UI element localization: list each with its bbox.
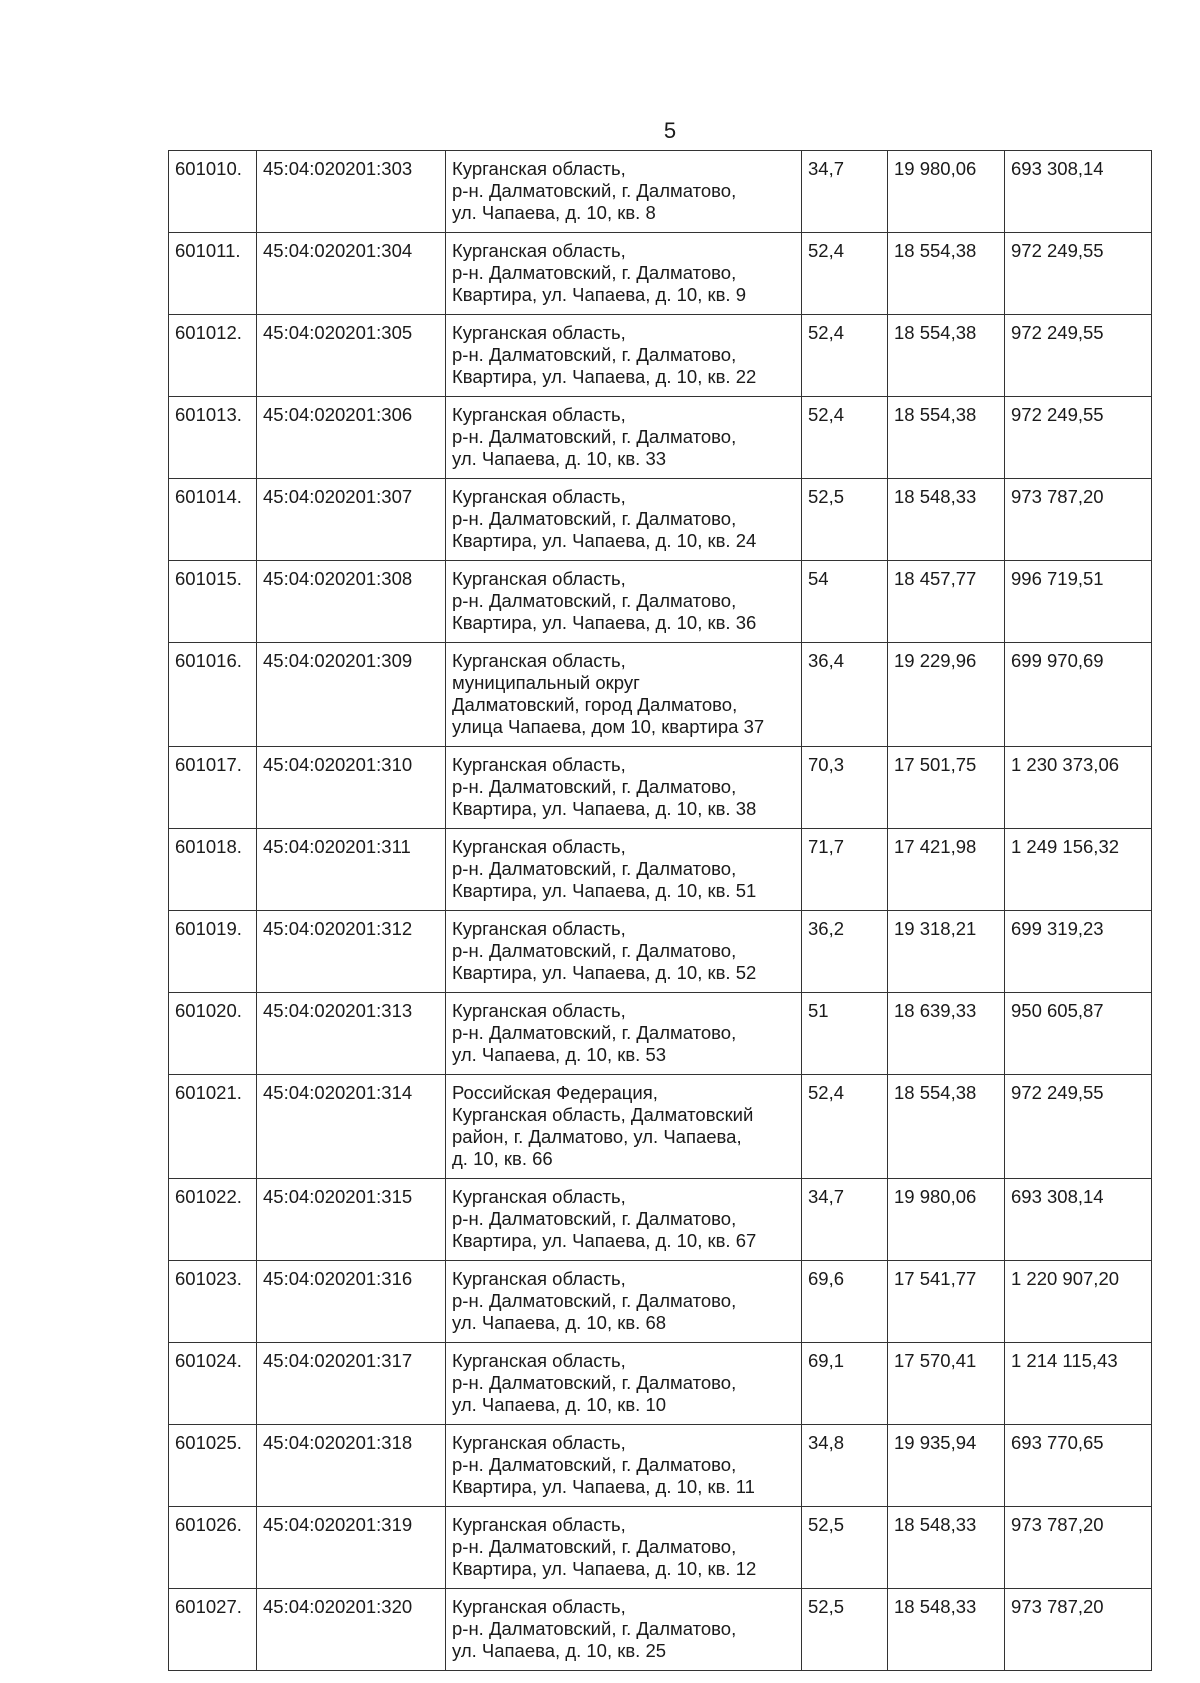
address-line: р-н. Далматовский, г. Далматово, — [452, 1208, 737, 1229]
address-cell — [446, 1075, 802, 1179]
unit-value-cell: 18 554,38 — [888, 1075, 1005, 1179]
cadastral-value-cell: 1 220 907,20 — [1005, 1261, 1152, 1343]
cadastral-value-cell: 699 319,23 — [1005, 911, 1152, 993]
address-line: Курганская область, — [452, 568, 626, 589]
area-cell: 69,6 — [802, 1261, 888, 1343]
row-number-cell: 601024. — [169, 1343, 257, 1425]
row-number-cell: 601020. — [169, 993, 257, 1075]
cadastral-value-cell: 973 787,20 — [1005, 1589, 1152, 1671]
address-line: Квартира, ул. Чапаева, д. 10, кв. 38 — [452, 798, 757, 819]
address-line: ул. Чапаева, д. 10, кв. 33 — [452, 448, 667, 469]
table-row — [169, 1075, 1152, 1179]
address-line: Курганская область, — [452, 404, 626, 425]
address-cell — [446, 1261, 802, 1343]
cadastral-value-cell: 973 787,20 — [1005, 1507, 1152, 1589]
address-cell — [446, 1343, 802, 1425]
address-cell — [446, 479, 802, 561]
address-line: р-н. Далматовский, г. Далматово, — [452, 508, 737, 529]
address-cell — [446, 397, 802, 479]
address-cell — [446, 1425, 802, 1507]
cadastral-value-cell: 972 249,55 — [1005, 397, 1152, 479]
row-number-cell: 601012. — [169, 315, 257, 397]
area-cell: 36,2 — [802, 911, 888, 993]
row-number-cell: 601023. — [169, 1261, 257, 1343]
cadastral-number-cell: 45:04:020201:320 — [257, 1589, 446, 1671]
address-line: Российская Федерация, — [452, 1082, 658, 1103]
page-number: 5 — [663, 118, 677, 143]
unit-value-cell: 18 554,38 — [888, 315, 1005, 397]
cadastral-number-cell: 45:04:020201:317 — [257, 1343, 446, 1425]
address-line: р-н. Далматовский, г. Далматово, — [452, 1290, 737, 1311]
address-line: ул. Чапаева, д. 10, кв. 8 — [452, 202, 656, 223]
cadastral-number-cell: 45:04:020201:306 — [257, 397, 446, 479]
address-line: Курганская область, Далматовский — [452, 1104, 754, 1125]
area-cell: 51 — [802, 993, 888, 1075]
table-row — [169, 315, 1152, 397]
table-row — [169, 747, 1152, 829]
table-row — [169, 1179, 1152, 1261]
unit-value-cell: 19 229,96 — [888, 643, 1005, 747]
area-cell: 34,7 — [802, 151, 888, 233]
table-row — [169, 993, 1152, 1075]
address-line: Квартира, ул. Чапаева, д. 10, кв. 11 — [452, 1476, 755, 1497]
address-line: Курганская область, — [452, 918, 626, 939]
unit-value-cell: 18 548,33 — [888, 1589, 1005, 1671]
address-line: Курганская область, — [452, 1186, 626, 1207]
table-row — [169, 1507, 1152, 1589]
address-line: Курганская область, — [452, 1432, 626, 1453]
area-cell: 52,4 — [802, 1075, 888, 1179]
table-row — [169, 479, 1152, 561]
area-cell: 52,5 — [802, 1589, 888, 1671]
cadastral-value-cell: 693 770,65 — [1005, 1425, 1152, 1507]
address-cell — [446, 1179, 802, 1261]
address-line: Квартира, ул. Чапаева, д. 10, кв. 9 — [452, 284, 746, 305]
cadastral-number-cell: 45:04:020201:311 — [257, 829, 446, 911]
address-cell — [446, 911, 802, 993]
address-line: ул. Чапаева, д. 10, кв. 25 — [452, 1640, 667, 1661]
address-line: Квартира, ул. Чапаева, д. 10, кв. 51 — [452, 880, 757, 901]
area-cell: 34,7 — [802, 1179, 888, 1261]
address-line: р-н. Далматовский, г. Далматово, — [452, 590, 737, 611]
address-line: р-н. Далматовский, г. Далматово, — [452, 180, 737, 201]
area-cell: 36,4 — [802, 643, 888, 747]
address-line: муниципальный округ — [452, 672, 640, 693]
registry-table-body — [169, 151, 1152, 1671]
address-line: р-н. Далматовский, г. Далматово, — [452, 1454, 737, 1475]
address-line: Курганская область, — [452, 754, 626, 775]
cadastral-number-cell: 45:04:020201:304 — [257, 233, 446, 315]
unit-value-cell: 19 318,21 — [888, 911, 1005, 993]
cadastral-number-cell: 45:04:020201:312 — [257, 911, 446, 993]
address-line: улица Чапаева, дом 10, квартира 37 — [452, 716, 765, 737]
cadastral-number-cell: 45:04:020201:307 — [257, 479, 446, 561]
address-line: Курганская область, — [452, 240, 626, 261]
cadastral-value-cell: 1 214 115,43 — [1005, 1343, 1152, 1425]
table-row — [169, 911, 1152, 993]
cadastral-number-cell: 45:04:020201:309 — [257, 643, 446, 747]
cadastral-number-cell: 45:04:020201:316 — [257, 1261, 446, 1343]
address-line: Курганская область, — [452, 1514, 626, 1535]
unit-value-cell: 17 501,75 — [888, 747, 1005, 829]
table-row — [169, 1261, 1152, 1343]
table-row — [169, 1589, 1152, 1671]
address-line: р-н. Далматовский, г. Далматово, — [452, 426, 737, 447]
address-line: Курганская область, — [452, 1350, 626, 1371]
address-line: Квартира, ул. Чапаева, д. 10, кв. 12 — [452, 1558, 757, 1579]
area-cell: 52,4 — [802, 233, 888, 315]
address-line: р-н. Далматовский, г. Далматово, — [452, 1022, 737, 1043]
address-line: р-н. Далматовский, г. Далматово, — [452, 262, 737, 283]
table-row — [169, 151, 1152, 233]
row-number-cell: 601011. — [169, 233, 257, 315]
address-line: Квартира, ул. Чапаева, д. 10, кв. 24 — [452, 530, 757, 551]
cadastral-number-cell: 45:04:020201:313 — [257, 993, 446, 1075]
area-cell: 71,7 — [802, 829, 888, 911]
address-line: Квартира, ул. Чапаева, д. 10, кв. 22 — [452, 366, 757, 387]
table-row — [169, 233, 1152, 315]
address-cell — [446, 747, 802, 829]
row-number-cell: 601022. — [169, 1179, 257, 1261]
area-cell: 52,4 — [802, 397, 888, 479]
address-cell — [446, 993, 802, 1075]
address-line: р-н. Далматовский, г. Далматово, — [452, 344, 737, 365]
cadastral-number-cell: 45:04:020201:318 — [257, 1425, 446, 1507]
unit-value-cell: 19 935,94 — [888, 1425, 1005, 1507]
table-row — [169, 1425, 1152, 1507]
address-line: район, г. Далматово, ул. Чапаева, — [452, 1126, 742, 1147]
table-row — [169, 829, 1152, 911]
unit-value-cell: 18 554,38 — [888, 397, 1005, 479]
table-row — [169, 561, 1152, 643]
row-number-cell: 601026. — [169, 1507, 257, 1589]
row-number-cell: 601015. — [169, 561, 257, 643]
address-cell — [446, 643, 802, 747]
address-line: Курганская область, — [452, 1268, 626, 1289]
unit-value-cell: 17 570,41 — [888, 1343, 1005, 1425]
address-line: ул. Чапаева, д. 10, кв. 68 — [452, 1312, 667, 1333]
cadastral-number-cell: 45:04:020201:308 — [257, 561, 446, 643]
area-cell: 70,3 — [802, 747, 888, 829]
row-number-cell: 601014. — [169, 479, 257, 561]
address-line: Квартира, ул. Чапаева, д. 10, кв. 36 — [452, 612, 757, 633]
address-cell — [446, 1507, 802, 1589]
cadastral-number-cell: 45:04:020201:310 — [257, 747, 446, 829]
address-line: р-н. Далматовский, г. Далматово, — [452, 940, 737, 961]
address-line: Курганская область, — [452, 486, 626, 507]
cadastral-value-cell: 973 787,20 — [1005, 479, 1152, 561]
address-line: Курганская область, — [452, 836, 626, 857]
cadastral-value-cell: 972 249,55 — [1005, 1075, 1152, 1179]
area-cell: 52,5 — [802, 479, 888, 561]
table-row — [169, 397, 1152, 479]
address-line: р-н. Далматовский, г. Далматово, — [452, 776, 737, 797]
address-line: р-н. Далматовский, г. Далматово, — [452, 1372, 737, 1393]
table-row — [169, 1343, 1152, 1425]
address-line: Квартира, ул. Чапаева, д. 10, кв. 67 — [452, 1230, 757, 1251]
address-cell — [446, 561, 802, 643]
row-number-cell: 601016. — [169, 643, 257, 747]
address-line: Курганская область, — [452, 1596, 626, 1617]
unit-value-cell: 17 541,77 — [888, 1261, 1005, 1343]
cadastral-value-cell: 972 249,55 — [1005, 315, 1152, 397]
row-number-cell: 601021. — [169, 1075, 257, 1179]
address-line: Далматовский, город Далматово, — [452, 694, 738, 715]
address-line: р-н. Далматовский, г. Далматово, — [452, 858, 737, 879]
cadastral-value-cell: 1 249 156,32 — [1005, 829, 1152, 911]
unit-value-cell: 17 421,98 — [888, 829, 1005, 911]
unit-value-cell: 18 554,38 — [888, 233, 1005, 315]
area-cell: 69,1 — [802, 1343, 888, 1425]
address-line: ул. Чапаева, д. 10, кв. 10 — [452, 1394, 667, 1415]
area-cell: 34,8 — [802, 1425, 888, 1507]
cadastral-number-cell: 45:04:020201:303 — [257, 151, 446, 233]
address-cell — [446, 829, 802, 911]
unit-value-cell: 19 980,06 — [888, 1179, 1005, 1261]
row-number-cell: 601010. — [169, 151, 257, 233]
address-line: р-н. Далматовский, г. Далматово, — [452, 1536, 737, 1557]
row-number-cell: 601017. — [169, 747, 257, 829]
unit-value-cell: 18 457,77 — [888, 561, 1005, 643]
address-line: Квартира, ул. Чапаева, д. 10, кв. 52 — [452, 962, 757, 983]
address-line: Курганская область, — [452, 1000, 626, 1021]
address-line: Курганская область, — [452, 650, 626, 671]
unit-value-cell: 18 639,33 — [888, 993, 1005, 1075]
cadastral-value-cell: 693 308,14 — [1005, 1179, 1152, 1261]
address-line: Курганская область, — [452, 158, 626, 179]
cadastral-value-cell: 972 249,55 — [1005, 233, 1152, 315]
area-cell: 54 — [802, 561, 888, 643]
row-number-cell: 601025. — [169, 1425, 257, 1507]
unit-value-cell: 18 548,33 — [888, 479, 1005, 561]
address-line: Курганская область, — [452, 322, 626, 343]
address-line: д. 10, кв. 66 — [452, 1148, 553, 1169]
address-cell — [446, 1589, 802, 1671]
address-line: р-н. Далматовский, г. Далматово, — [452, 1618, 737, 1639]
unit-value-cell: 19 980,06 — [888, 151, 1005, 233]
area-cell: 52,4 — [802, 315, 888, 397]
address-cell — [446, 233, 802, 315]
cadastral-number-cell: 45:04:020201:305 — [257, 315, 446, 397]
cadastral-value-cell: 950 605,87 — [1005, 993, 1152, 1075]
table-row — [169, 643, 1152, 747]
address-cell — [446, 315, 802, 397]
cadastral-value-cell: 996 719,51 — [1005, 561, 1152, 643]
cadastral-value-cell: 693 308,14 — [1005, 151, 1152, 233]
unit-value-cell: 18 548,33 — [888, 1507, 1005, 1589]
address-line: ул. Чапаева, д. 10, кв. 53 — [452, 1044, 667, 1065]
cadastral-value-cell: 699 970,69 — [1005, 643, 1152, 747]
row-number-cell: 601027. — [169, 1589, 257, 1671]
cadastral-number-cell: 45:04:020201:314 — [257, 1075, 446, 1179]
registry-table — [168, 150, 1152, 1671]
cadastral-number-cell: 45:04:020201:315 — [257, 1179, 446, 1261]
address-cell — [446, 151, 802, 233]
row-number-cell: 601013. — [169, 397, 257, 479]
cadastral-number-cell: 45:04:020201:319 — [257, 1507, 446, 1589]
area-cell: 52,5 — [802, 1507, 888, 1589]
row-number-cell: 601019. — [169, 911, 257, 993]
row-number-cell: 601018. — [169, 829, 257, 911]
cadastral-value-cell: 1 230 373,06 — [1005, 747, 1152, 829]
